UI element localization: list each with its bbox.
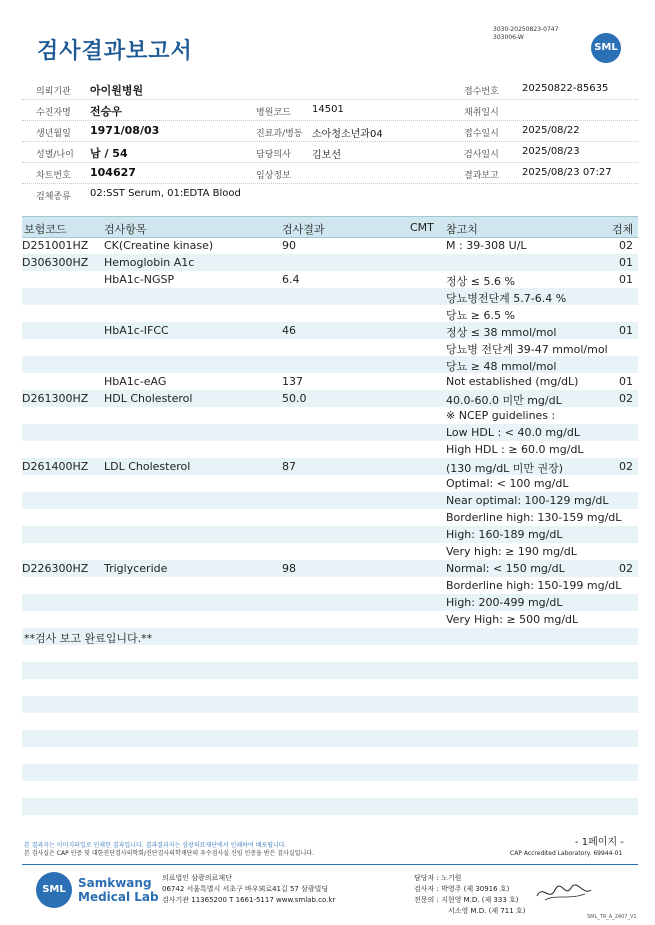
page-title: 검사결과보고서 [37, 39, 193, 64]
table-row [22, 645, 638, 662]
table-row [22, 390, 638, 407]
row-code: D226300HZ [22, 562, 89, 575]
footer-note-line: 본 결과지는 이미지파일로 인쇄한 결과입니다. 결과결과지는 삼광의료재단에서 인쇄하여 배포됩니다. [24, 842, 287, 849]
specimen-value: 02:SST Serum, 01:EDTA Blood [90, 188, 241, 199]
row-test-item: CK(Creatine kinase) [104, 239, 214, 252]
table-row [22, 747, 638, 764]
footer-note-line: 본 검사실은 CAP 인증 및 대한진단검사의학회/진단검사의학재단의 우수검사실 신임 인증을 받은 검사실입니다. [24, 850, 314, 857]
table-row [22, 288, 638, 305]
header-label: 결과보고 [464, 171, 499, 181]
footer-divider [22, 864, 638, 865]
table-row [22, 543, 638, 560]
doc-id-line: 3030-20250823-0747 [493, 26, 559, 33]
header-label: 접수일시 [464, 129, 499, 139]
table-row [22, 594, 638, 611]
row-reference: 당뇨병 전단계 39-47 mmol/mol [446, 343, 608, 356]
table-row [22, 577, 638, 594]
header-label: 임상정보 [256, 171, 291, 181]
table-row [22, 305, 638, 322]
table-row [22, 628, 638, 645]
row-code: D261300HZ [22, 392, 89, 405]
header-label: 차트번호 [36, 171, 71, 181]
header-value: 김보선 [312, 150, 341, 161]
row-reference: Very high: ≥ 190 mg/dL [446, 545, 577, 558]
row-reference: Low HDL : < 40.0 mg/dL [446, 426, 580, 439]
row-specimen: 01 [619, 273, 633, 286]
row-result: 46 [282, 324, 296, 337]
table-row [22, 798, 638, 815]
brand-logo: SML [36, 872, 72, 908]
table-row [22, 696, 638, 713]
header-value: 소아청소년과04 [312, 129, 383, 140]
row-code: D261400HZ [22, 460, 89, 473]
address-line: 의료법인 삼광의료재단 [162, 874, 232, 882]
table-row [22, 271, 638, 288]
header-label: 의뢰기관 [36, 87, 71, 97]
col-test-item: 검사항목 [104, 223, 147, 236]
cap-accreditation: CAP Accredited Laboratory. 69944-01 [510, 850, 623, 857]
row-reference: 당뇨 ≥ 48 mmol/mol [446, 360, 557, 373]
specimen-row [22, 184, 638, 204]
row-result: 50.0 [282, 392, 307, 405]
header-value: 전승우 [90, 105, 122, 118]
header-label: 진료과/병동 [256, 129, 303, 139]
table-row [22, 458, 638, 475]
row-reference: Very High: ≥ 500 mg/dL [446, 613, 579, 626]
col-cmt: CMT [410, 221, 434, 234]
table-row [22, 679, 638, 696]
row-specimen: 02 [619, 239, 633, 252]
table-row [22, 509, 638, 526]
col-insurance-code: 보험코드 [24, 223, 67, 236]
row-test-item: Triglyceride [104, 562, 168, 575]
row-reference: Optimal: < 100 mg/dL [446, 477, 569, 490]
header-value: 1971/08/03 [90, 124, 160, 137]
header-label: 검사일시 [464, 150, 499, 160]
row-reference: Not established (mg/dL) [446, 375, 579, 388]
header-label: 병원코드 [256, 108, 291, 118]
header-value: 104627 [90, 166, 136, 179]
table-row [22, 730, 638, 747]
table-row [22, 475, 638, 492]
row-test-item: HbA1c-eAG [104, 375, 167, 388]
row-specimen: 01 [619, 324, 633, 337]
header-label: 담당의사 [256, 150, 291, 160]
row-reference: Borderline high: 130-159 mg/dL [446, 511, 622, 524]
row-specimen: 01 [619, 375, 633, 388]
lab-address [162, 873, 335, 906]
col-result: 검사결과 [282, 223, 325, 236]
row-test-item: HDL Cholesterol [104, 392, 193, 405]
lab-staff [414, 873, 525, 917]
staff-line: 전문의 : 지현영 M.D. (제 333 호) [414, 896, 519, 904]
table-row [22, 254, 638, 271]
row-reference: (130 mg/dL 미만 권장) [446, 462, 564, 475]
header-row [22, 121, 638, 142]
header-label: 수진자명 [36, 108, 71, 118]
header-label: 생년월일 [36, 129, 71, 139]
row-reference: 당뇨병전단계 5.7-6.4 % [446, 292, 567, 305]
header-row [22, 163, 638, 184]
page-number: - 1페이지 - [575, 837, 624, 848]
header-value: 2025/08/23 07:27 [522, 167, 612, 178]
row-specimen: 02 [619, 460, 633, 473]
row-specimen: 01 [619, 256, 633, 269]
row-reference: Near optimal: 100-129 mg/dL [446, 494, 609, 507]
row-reference: Borderline high: 150-199 mg/dL [446, 579, 622, 592]
table-row [22, 441, 638, 458]
table-row [22, 611, 638, 628]
row-specimen: 02 [619, 562, 633, 575]
header-label: 성별/나이 [36, 150, 74, 160]
table-row [22, 237, 638, 254]
row-test-item: HbA1c-IFCC [104, 324, 169, 337]
row-specimen: 02 [619, 392, 633, 405]
header-value: 아이원병원 [90, 84, 144, 97]
table-row [22, 764, 638, 781]
row-reference: High: 200-499 mg/dL [446, 596, 563, 609]
header-value: 2025/08/22 [522, 125, 580, 136]
table-row [22, 713, 638, 730]
row-code: D251001HZ [22, 239, 89, 252]
document-id [493, 26, 558, 42]
header-row [22, 142, 638, 163]
staff-line: 검사자 : 박영주 (제 30916 호) [414, 885, 510, 893]
row-test-item: HbA1c-NGSP [104, 273, 175, 286]
row-result: 137 [282, 375, 303, 388]
table-row [22, 322, 638, 339]
table-row [22, 560, 638, 577]
row-result: 6.4 [282, 273, 300, 286]
table-row [22, 356, 638, 373]
brand-line: Samkwang [78, 876, 152, 890]
header-value: 20250822-85635 [522, 83, 609, 94]
doc-id-line: 303006-W [493, 34, 524, 41]
row-reference: Normal: < 150 mg/dL [446, 562, 565, 575]
specimen-label: 검체종류 [36, 192, 71, 202]
col-specimen: 검체 [612, 223, 634, 236]
row-test-item: Hemoglobin A1c [104, 256, 195, 269]
row-reference: 당뇨 ≥ 6.5 % [446, 309, 515, 322]
form-id: SML_TR_A_2407_V1 [587, 914, 637, 920]
table-row [22, 526, 638, 543]
header-value: 2025/08/23 [522, 146, 580, 157]
row-result: 98 [282, 562, 296, 575]
staff-line: 서소영 M.D. (제 711 호) [448, 907, 526, 915]
completion-message: **검사 보고 완료입니다.** [24, 632, 153, 645]
row-reference: High: 160-189 mg/dL [446, 528, 563, 541]
table-row [22, 781, 638, 798]
row-reference: 정상 ≤ 5.6 % [446, 275, 515, 288]
row-code: D306300HZ [22, 256, 89, 269]
header-label: 접수번호 [464, 87, 499, 97]
row-test-item: LDL Cholesterol [104, 460, 191, 473]
row-reference: ※ NCEP guidelines : [446, 409, 556, 422]
brand-name [78, 876, 159, 904]
header-label: 채취일시 [464, 108, 499, 118]
header-row [22, 100, 638, 121]
row-reference: 40.0-60.0 미만 mg/dL [446, 394, 562, 407]
address-line: 06742 서울특별시 서초구 바우뫼로41길 57 삼광빌딩 [162, 885, 329, 893]
row-result: 87 [282, 460, 296, 473]
header-value: 14501 [312, 104, 344, 115]
footer-note [24, 842, 314, 858]
table-row [22, 407, 638, 424]
table-row [22, 373, 638, 390]
col-reference: 참고치 [446, 223, 478, 236]
header-row [22, 79, 638, 100]
brand-line: Medical Lab [78, 890, 159, 904]
table-row [22, 424, 638, 441]
address-line: 검사기관 11365200 T 1661-5117 www.smlab.co.kr [162, 896, 336, 904]
row-reference: High HDL : ≥ 60.0 mg/dL [446, 443, 584, 456]
table-row [22, 662, 638, 679]
results-table-header [22, 216, 638, 238]
row-result: 90 [282, 239, 296, 252]
staff-line: 담당자 : 노기원 [414, 874, 462, 882]
sml-logo: SML [591, 33, 621, 63]
row-reference: M : 39-308 U/L [446, 239, 527, 252]
table-row [22, 339, 638, 356]
header-value: 남 / 54 [90, 147, 128, 160]
table-row [22, 492, 638, 509]
signature-icon [535, 880, 595, 904]
row-reference: 정상 ≤ 38 mmol/mol [446, 326, 557, 339]
